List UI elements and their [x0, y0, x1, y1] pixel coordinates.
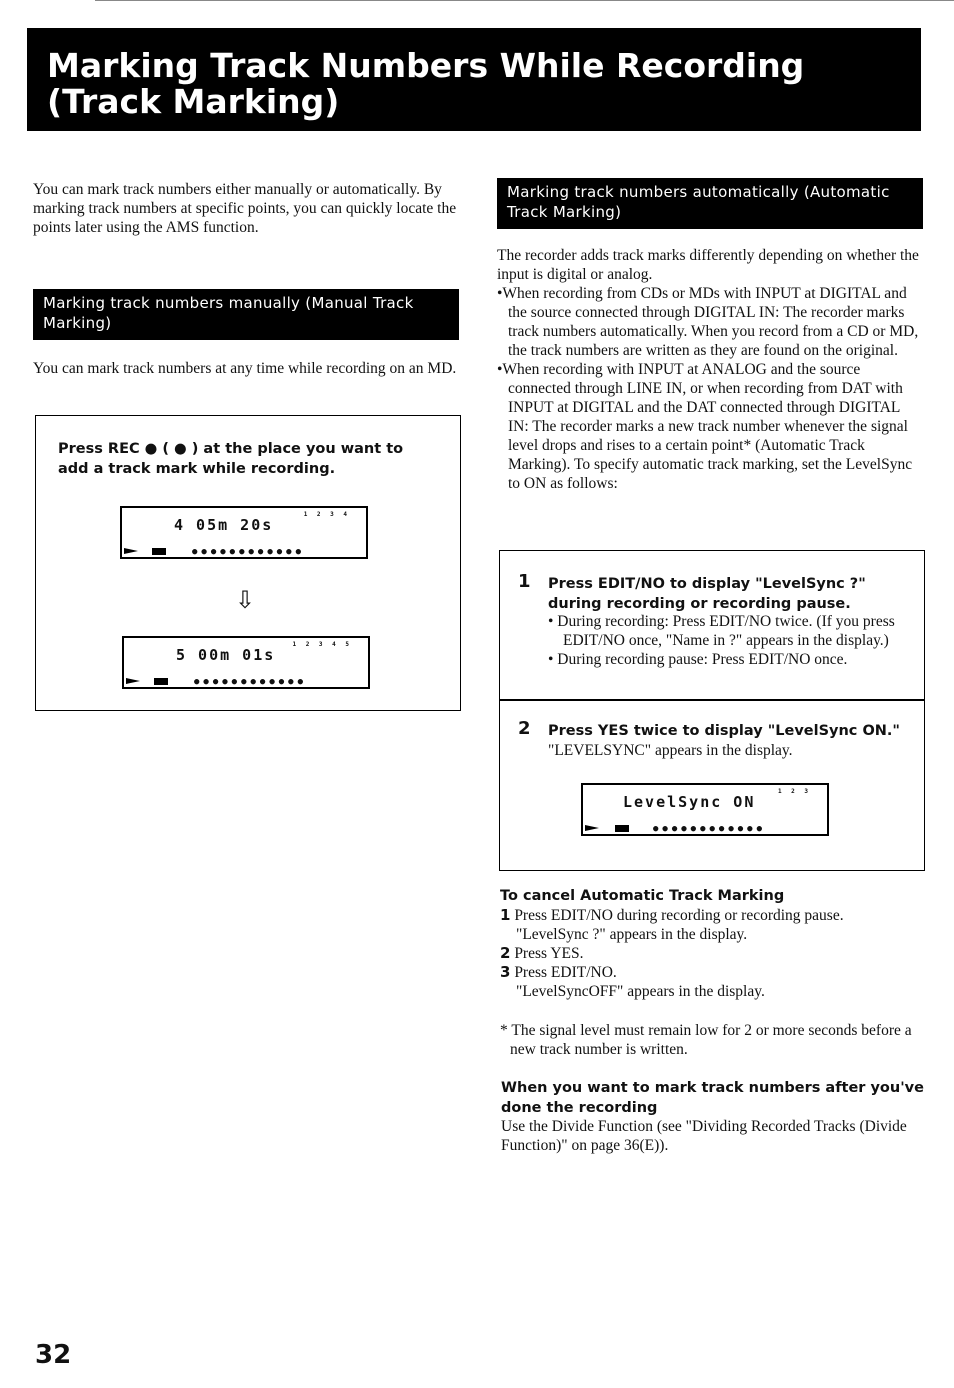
cancel-step [500, 963, 925, 982]
step-2-number: 2 [518, 718, 531, 739]
page-title [27, 28, 921, 131]
manual-text: You can mark track numbers at any time while recording on an MD. [33, 360, 457, 377]
auto-intro: The recorder adds track marks differently depending on whether the input is digital or analog. [497, 247, 919, 283]
play-pause-icon [585, 825, 599, 831]
display-after [122, 636, 370, 689]
display-before [120, 506, 368, 559]
down-arrow-icon: ⇩ [235, 586, 256, 614]
cancel-steps [500, 906, 925, 1001]
step-1-item: • During recording: Press EDIT/NO twice. (If you press EDIT/NO once, "Name in ?" appears in the display.) [548, 613, 895, 649]
top-rule [95, 0, 954, 1]
step-1-items [548, 612, 908, 669]
step-1-number: 1 [518, 571, 531, 592]
auto-heading: Marking track numbers automatically (Automatic Track Marking) [497, 178, 923, 229]
cancel-step-text: Press EDIT/NO during recording or recording pause. [514, 907, 844, 924]
auto-bullets [497, 284, 922, 493]
cancel-step [500, 906, 925, 925]
display-main: LevelSync ON [623, 793, 756, 811]
display-main: 4 05m 20s [174, 516, 274, 534]
manual-instruction: Press REC ● ( ● ) at the place you want to add a track mark while recording. [58, 441, 404, 477]
manual-heading: Marking track numbers manually (Manual Track Marking) [33, 289, 459, 340]
step-1-item: • During recording pause: Press EDIT/NO once. [548, 651, 848, 668]
track-indicators: 1 2 3 4 [303, 511, 350, 518]
bullet-digital: •When recording from CDs or MDs with INPUT at DIGITAL and the source connected through DIGITAL IN: The recorder marks track numbers automatically. When you record from a CD or MD, the track numbers are written as they are found on the original. [497, 285, 919, 359]
rec-indicator-icon [152, 548, 166, 555]
cancel-step-text: Press YES. [514, 945, 584, 962]
track-indicators: 1 2 3 4 5 [292, 641, 352, 648]
level-meter-icon: ●●●●●●●●●●●● [192, 547, 306, 557]
bullet-analog: •When recording with INPUT at ANALOG and the source connected through LINE IN, or when recording from DAT with INPUT at DIGITAL and the DAT connected through DIGITAL IN: The recorder marks a new track number whenever the signal level drops and rises to a certain point* (Automatic Track Marking). To specify automatic track marking, set the LevelSync to ON as follows: [497, 361, 913, 492]
level-meter-icon: ●●●●●●●●●●●● [194, 677, 308, 687]
cancel-step-text: Press EDIT/NO. [514, 964, 617, 981]
after-text: Use the Divide Function (see "Dividing Recorded Tracks (Divide Function)" on page 36(E)). [501, 1118, 907, 1154]
manual-instruction-box [35, 415, 461, 711]
steps-box [499, 550, 925, 871]
step-1-title: Press EDIT/NO to display "LevelSync ?" during recording or recording pause. [548, 576, 866, 612]
cancel-step-num: 3 [500, 963, 511, 981]
rec-indicator-icon [615, 825, 629, 832]
track-indicators: 1 2 3 [777, 788, 811, 795]
display-main: 5 00m 01s [176, 646, 276, 664]
play-icon [126, 678, 140, 684]
cancel-step [500, 944, 925, 963]
divider [500, 699, 924, 701]
cancel-heading: To cancel Automatic Track Marking [500, 888, 785, 904]
cancel-step-sub: "LevelSyncOFF" appears in the display. [516, 983, 765, 1000]
step-2-text: "LEVELSYNC" appears in the display. [548, 742, 793, 759]
level-meter-icon: ●●●●●●●●●●●● [653, 824, 767, 834]
cancel-step-sub: "LevelSync ?" appears in the display. [516, 926, 748, 943]
page-number: 32 [35, 1340, 72, 1370]
play-icon [124, 548, 138, 554]
cancel-step-num: 2 [500, 944, 511, 962]
after-heading: When you want to mark track numbers after you've done the recording [501, 1080, 924, 1116]
title-line-2: (Track Marking) [47, 82, 340, 121]
cancel-step-num: 1 [500, 906, 511, 924]
rec-indicator-icon [154, 678, 168, 685]
step-2-title: Press YES twice to display "LevelSync ON." [548, 723, 900, 739]
display-levelsync [581, 783, 829, 836]
footnote: * The signal level must remain low for 2 or more seconds before a new track number is written. [500, 1022, 912, 1058]
title-line-1: Marking Track Numbers While Recording [47, 46, 805, 85]
intro-text: You can mark track numbers either manually or automatically. By marking track numbers at specific points, you can quickly locate the points later using the AMS function. [33, 181, 457, 236]
